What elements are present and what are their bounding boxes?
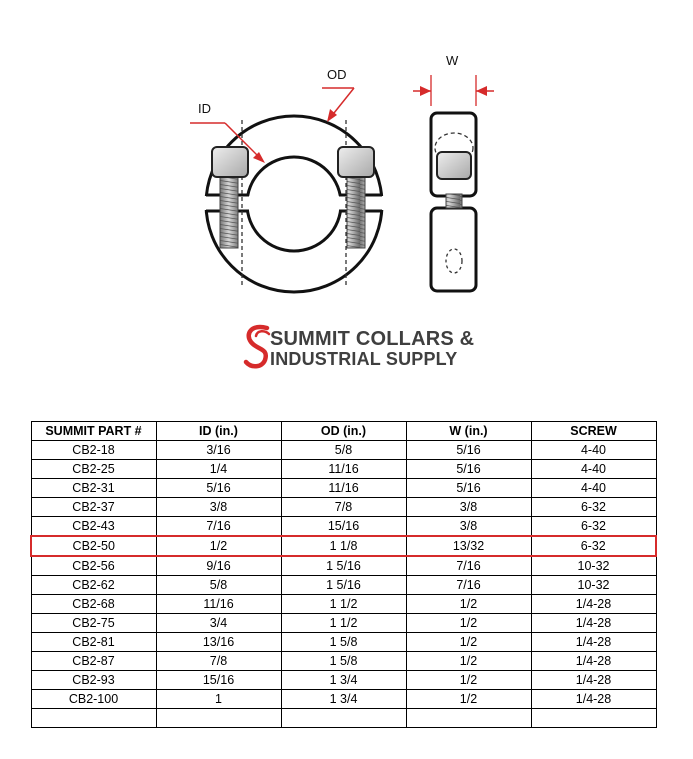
cell-screw: 1/4-28: [531, 614, 656, 633]
cell-w: 1/2: [406, 671, 531, 690]
cell-od: 1 5/8: [281, 652, 406, 671]
collar-side-view: [431, 113, 476, 291]
cell-part: [31, 709, 156, 728]
cell-part: CB2-62: [31, 576, 156, 595]
cell-part: CB2-81: [31, 633, 156, 652]
cell-id: 7/8: [156, 652, 281, 671]
cell-w: 3/8: [406, 498, 531, 517]
cell-od: 1 3/4: [281, 690, 406, 709]
cell-screw: 1/4-28: [531, 652, 656, 671]
table-row-highlighted: [31, 536, 656, 556]
cell-w: 5/16: [406, 441, 531, 460]
cell-screw: 1/4-28: [531, 633, 656, 652]
cell-screw: 6-32: [531, 536, 656, 556]
table-row: [31, 595, 656, 614]
cell-w: 1/2: [406, 614, 531, 633]
cell-part: CB2-68: [31, 595, 156, 614]
cell-id: 7/16: [156, 517, 281, 537]
cell-od: 5/8: [281, 441, 406, 460]
cell-part: CB2-56: [31, 556, 156, 576]
cell-od: 1 3/4: [281, 671, 406, 690]
cell-screw: 1/4-28: [531, 690, 656, 709]
table-row: [31, 671, 656, 690]
cell-screw: 10-32: [531, 556, 656, 576]
cell-w: 7/16: [406, 556, 531, 576]
cell-screw: 4-40: [531, 460, 656, 479]
cell-id: 1: [156, 690, 281, 709]
table-row: [31, 614, 656, 633]
cell-od: 1 1/8: [281, 536, 406, 556]
logo-s-mark: [243, 322, 273, 370]
cell-id: 3/16: [156, 441, 281, 460]
table-row: [31, 652, 656, 671]
cell-od: 1 5/16: [281, 576, 406, 595]
cell-part: CB2-93: [31, 671, 156, 690]
cell-id: 15/16: [156, 671, 281, 690]
cell-id: 3/4: [156, 614, 281, 633]
table-row: [31, 576, 656, 595]
cell-screw: 6-32: [531, 498, 656, 517]
spec-table: [30, 421, 657, 728]
id-label: ID: [198, 101, 211, 116]
header-od: OD (in.): [281, 422, 406, 441]
table-row: [31, 517, 656, 537]
table-row: [31, 460, 656, 479]
cell-od: 7/8: [281, 498, 406, 517]
cell-screw: 1/4-28: [531, 595, 656, 614]
cell-id: 13/16: [156, 633, 281, 652]
od-callout: [322, 67, 354, 122]
cell-w: [406, 709, 531, 728]
cell-part: CB2-43: [31, 517, 156, 537]
cell-id: 5/16: [156, 479, 281, 498]
cell-od: 1 5/16: [281, 556, 406, 576]
cell-screw: 6-32: [531, 517, 656, 537]
collar-diagram: [0, 0, 693, 310]
table-row: [31, 709, 656, 728]
logo-line-1: SUMMIT COLLARS &: [270, 328, 475, 350]
cell-screw: 4-40: [531, 441, 656, 460]
table-row: [31, 633, 656, 652]
cell-od: 1 1/2: [281, 595, 406, 614]
cell-screw: [531, 709, 656, 728]
cell-w: 7/16: [406, 576, 531, 595]
table-row: [31, 498, 656, 517]
table-row: [31, 479, 656, 498]
table-row: [31, 556, 656, 576]
cell-part: CB2-25: [31, 460, 156, 479]
cell-id: 1/4: [156, 460, 281, 479]
od-label: OD: [327, 67, 347, 82]
cell-part: CB2-50: [31, 536, 156, 556]
cell-w: 1/2: [406, 633, 531, 652]
cell-id: 5/8: [156, 576, 281, 595]
w-label: W: [446, 53, 459, 68]
cell-w: 1/2: [406, 595, 531, 614]
brand-logo: [243, 322, 475, 372]
cell-screw: 10-32: [531, 576, 656, 595]
cell-od: 1 1/2: [281, 614, 406, 633]
cell-od: 11/16: [281, 479, 406, 498]
cell-w: 5/16: [406, 479, 531, 498]
cell-part: CB2-87: [31, 652, 156, 671]
cell-screw: 1/4-28: [531, 671, 656, 690]
cell-part: CB2-18: [31, 441, 156, 460]
cell-w: 1/2: [406, 652, 531, 671]
cell-id: 9/16: [156, 556, 281, 576]
table-row: [31, 441, 656, 460]
cell-od: 11/16: [281, 460, 406, 479]
cell-w: 3/8: [406, 517, 531, 537]
header-part: SUMMIT PART #: [31, 422, 156, 441]
cell-od: 1 5/8: [281, 633, 406, 652]
cell-id: 11/16: [156, 595, 281, 614]
header-screw: SCREW: [531, 422, 656, 441]
cell-screw: 4-40: [531, 479, 656, 498]
cell-od: [281, 709, 406, 728]
cell-w: 13/32: [406, 536, 531, 556]
table-row: [31, 690, 656, 709]
cell-part: CB2-31: [31, 479, 156, 498]
cell-part: CB2-37: [31, 498, 156, 517]
cell-id: 3/8: [156, 498, 281, 517]
cell-id: [156, 709, 281, 728]
cell-od: 15/16: [281, 517, 406, 537]
collar-front-view: [204, 116, 384, 292]
table-header-row: [31, 422, 656, 441]
cell-w: 5/16: [406, 460, 531, 479]
cell-part: CB2-75: [31, 614, 156, 633]
header-id: ID (in.): [156, 422, 281, 441]
logo-line-2: INDUSTRIAL SUPPLY: [270, 349, 458, 369]
w-dimension: [413, 53, 494, 106]
cell-part: CB2-100: [31, 690, 156, 709]
cell-w: 1/2: [406, 690, 531, 709]
cell-id: 1/2: [156, 536, 281, 556]
header-w: W (in.): [406, 422, 531, 441]
